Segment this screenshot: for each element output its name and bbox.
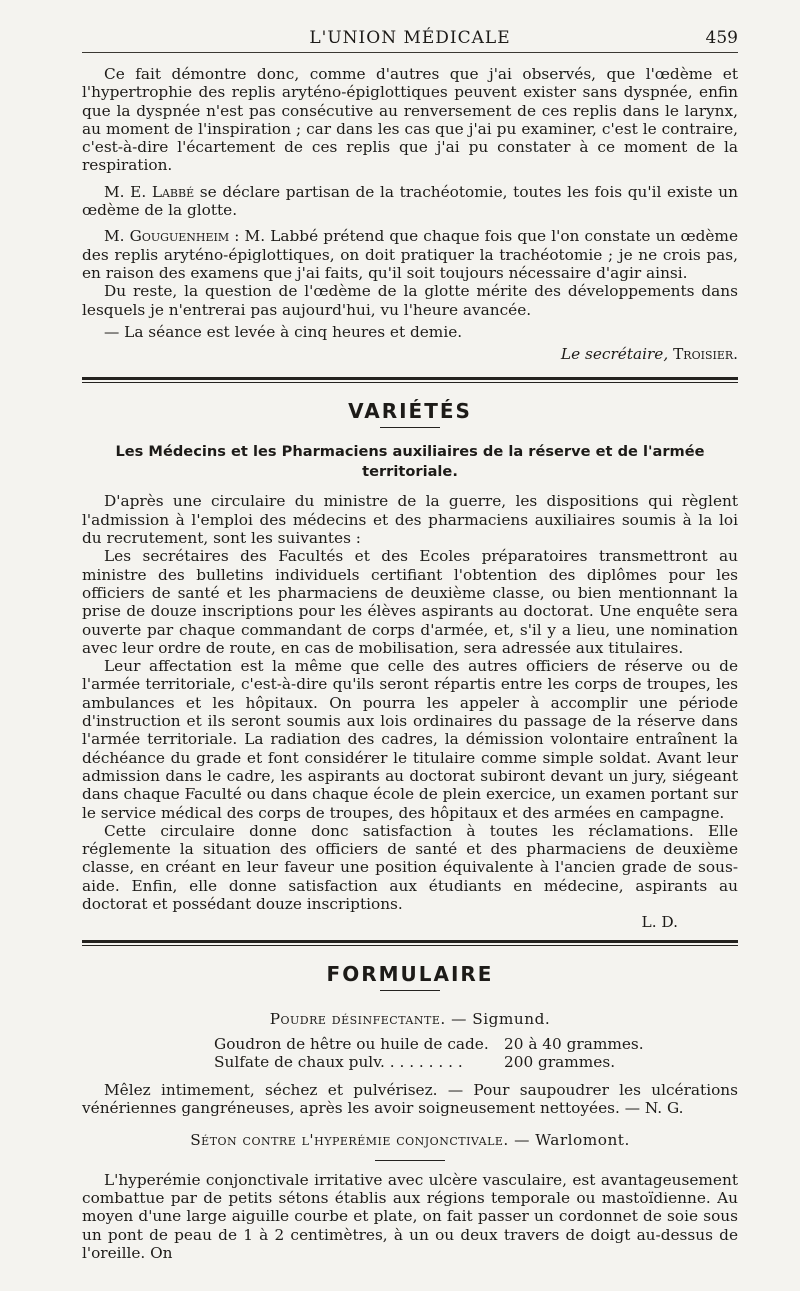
section-title: FORMULAIRE bbox=[326, 961, 494, 986]
ingredient-list bbox=[214, 1035, 738, 1072]
title-rule bbox=[375, 1160, 445, 1161]
speaker-name: M. E. Labbé bbox=[104, 182, 195, 201]
title-rule bbox=[380, 427, 440, 428]
author-initials: L. D. bbox=[641, 913, 678, 932]
article-title: Les Médecins et les Pharmaciens auxiliaires de la réserve et de l'armée territoriale. bbox=[115, 443, 705, 481]
running-head bbox=[82, 22, 738, 53]
paragraph: D'après une circulaire du ministre de la guerre, les dispositions qui règlent l'admission à l'emploi des médecins et des pharmaciens auxiliaires soumis à la loi du recrutement, sont les suivantes : bbox=[82, 492, 738, 548]
running-title: L'UNION MÉDICALE bbox=[309, 28, 511, 48]
speaker-text: : M. Labbé prétend que chaque fois que l'on constate un œdème des replis aryténo-épiglottiques, on doit pratiquer la trachéotomie ; je ne crois pas, en raison des examens que j'ai faits, qu'il soit toujours nécessaire d'agir ainsi. bbox=[82, 227, 738, 282]
recipe-name: Séton contre l'hyperémie conjonctivale. bbox=[190, 1130, 509, 1149]
signature-role: Le secrétaire, bbox=[560, 345, 669, 364]
paragraph: Les secrétaires des Facultés et des Ecoles préparatoires transmettront au ministre des bulletins individuels certifiant l'obtention des diplômes pour les officiers de santé et les pharmaciens de deuxième classe, ou bien mentionnant la prise de douze inscriptions pour les élèves aspirants au doctorat. Une enquête sera ouverte par chaque commandant de corps d'armée, et, s'il y a lieu, une nomination avec leur ordre de route, en cas de mobilisation, sera adressée aux titulaires. bbox=[82, 547, 738, 657]
varietes-section bbox=[82, 399, 738, 931]
formulaire-section bbox=[82, 962, 738, 1263]
recipe-author: — Warlomont. bbox=[508, 1130, 630, 1149]
paragraph: L'hyperémie conjonctivale irritative avec ulcère vasculaire, est avantageusement combattue par de petits sétons établis aux régions temporale ou mastoïdienne. Au moyen d'une large aiguille courbe et plate, on fait passer un cordonnet de soie sous un pont de peau de 1 à 2 centimètres, à un ou deux travers de doigt au-dessus de l'oreille. On bbox=[82, 1170, 738, 1262]
signature-name: Troisier. bbox=[673, 345, 738, 364]
discussion-section bbox=[82, 65, 738, 363]
paragraph: Mêlez intimement, séchez et pulvérisez. — Pour saupoudrer les ulcérations vénériennes gangréneuses, après les avoir soigneusement nettoyées. — N. G. bbox=[82, 1081, 738, 1118]
signature bbox=[82, 345, 738, 363]
speaker-text: se déclare partisan de la trachéotomie, toutes les fois qu'il existe un œdème de la glotte. bbox=[82, 182, 739, 220]
section-divider bbox=[82, 377, 738, 383]
paragraph bbox=[82, 227, 738, 282]
recipe-title bbox=[82, 1009, 738, 1029]
ingredient-name: Goudron de hêtre ou huile de cade. bbox=[214, 1034, 489, 1053]
ingredient-quantity: 200 grammes. bbox=[504, 1052, 616, 1071]
recipe-author: — Sigmund. bbox=[445, 1009, 551, 1028]
paragraph: Cette circulaire donne donc satisfaction à toutes les réclamations. Elle réglemente la situation des officiers de santé et des pharmaciens de deuxième classe, en créant en leur faveur une position équivalente à l'ancien grade de sous-aide. Enfin, elle donne satisfaction aux étudiants en médecine, aspirants au doctorat et possédant douze inscriptions. bbox=[82, 821, 738, 913]
paragraph bbox=[82, 183, 738, 220]
recipe-title bbox=[82, 1130, 738, 1150]
title-rule bbox=[380, 990, 440, 991]
ingredient-row bbox=[214, 1053, 738, 1071]
ingredient-name: Sulfate de chaux pulv. . . . . . . . . bbox=[214, 1052, 463, 1071]
paragraph: — La séance est levée à cinq heures et demie. bbox=[104, 322, 463, 341]
ingredient-row bbox=[214, 1035, 738, 1053]
ingredient-quantity: 20 à 40 grammes. bbox=[504, 1034, 644, 1053]
section-title: VARIÉTÉS bbox=[348, 399, 472, 424]
page-number: 459 bbox=[705, 28, 738, 48]
paragraph: Leur affectation est la même que celle des autres officiers de réserve ou de l'armée territoriale, c'est-à-dire qu'ils seront répartis entre les corps de troupes, les ambulances et les hôpitaux. On pourra les appeler à accomplir une période d'instruction et ils seront soumis aux lois ordinaires du passage de la réserve dans l'armée territoriale. La radiation des cadres, la démission volontaire entraînent la déchéance du grade et font considérer le titulaire comme simple soldat. Avant leur admission dans le cadre, les aspirants au doctorat subiront devant un jury, siégeant dans chaque Faculté ou dans chaque école de plein exercice, un examen portant sur le service médical des corps de troupes, des hôpitaux et des armées en campagne. bbox=[82, 657, 738, 822]
paragraph: Ce fait démontre donc, comme d'autres que j'ai observés, que l'œdème et l'hypertrophie des replis aryténo-épiglottiques peuvent exister sans dyspnée, enfin que la dyspnée n'est pas consécutive au renversement de ces replis dans le larynx, au moment de l'inspiration ; car dans les cas que j'ai pu examiner, c'est le contraire, c'est-à-dire l'écartement de ces replis que j'ai pu constater à ce moment de la respiration. bbox=[82, 65, 738, 175]
recipe-name: Poudre désinfectante. bbox=[269, 1009, 446, 1028]
paragraph: Du reste, la question de l'œdème de la glotte mérite des développements dans lesquels je n'entrerai pas aujourd'hui, vu l'heure avancée. bbox=[82, 282, 738, 319]
speaker-name: M. Gouguenheim bbox=[104, 227, 230, 246]
section-divider bbox=[82, 940, 738, 946]
